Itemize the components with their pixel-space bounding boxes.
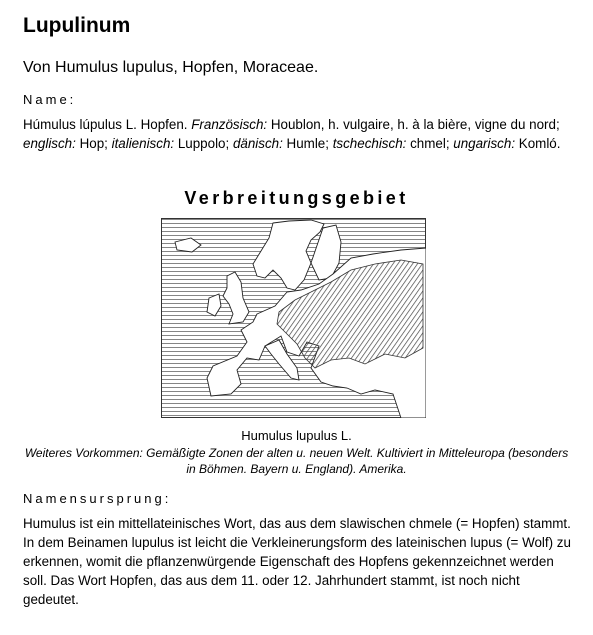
map-caption: Humulus lupulus L. xyxy=(241,428,352,443)
name-text-3: Hop; xyxy=(75,136,112,151)
map-note: Weiteres Vorkommen: Gemäßigte Zonen der alten u. neuen Welt. Kultiviert in Mitteleuropa (besonders in Böhmen. Bayern u. England). Amerika. xyxy=(24,446,569,476)
name-text-6: chmel; xyxy=(406,136,454,151)
name-text-5: Humle; xyxy=(282,136,333,151)
map-heading: Verbreitungsgebiet xyxy=(184,188,409,208)
label-french: Französisch: xyxy=(191,117,268,132)
name-paragraph xyxy=(23,115,571,153)
label-danish: dänisch: xyxy=(232,136,283,151)
name-text-2: Houblon, h. vulgaire, h. à la bière, vigne du nord; xyxy=(267,117,560,132)
page-title: Lupulinum xyxy=(23,14,131,37)
origin-section-label: Namensursprung: xyxy=(23,491,172,506)
label-italian: italienisch: xyxy=(111,136,175,151)
label-english: englisch: xyxy=(23,136,76,151)
name-section-label: Name: xyxy=(23,92,77,107)
label-hungarian: ungarisch: xyxy=(453,136,516,151)
origin-paragraph: Humulus ist ein mittellateinisches Wort, das aus dem slawischen chmele (= Hopfen) stammt. In dem Beinamen lupulus ist leicht die Verkleinerungsform des lateinischen lupus (= Wolf) zu erkennen, womit die pflanzenwürgende Eigenschaft des Hopfens gekennzeichnet werden soll. Das Wort Hopfen, das aus dem 11. oder 12. Jahrhundert stammt, ist noch nicht gedeutet. xyxy=(23,516,571,607)
distribution-map xyxy=(161,218,426,418)
subtitle: Von Humulus lupulus, Hopfen, Moraceae. xyxy=(23,59,319,76)
name-text-7: Komló. xyxy=(515,136,561,151)
name-text-1: Húmulus lúpulus L. Hopfen. xyxy=(23,117,192,132)
name-text-4: Luppolo; xyxy=(174,136,233,151)
label-czech: tschechisch: xyxy=(332,136,407,151)
